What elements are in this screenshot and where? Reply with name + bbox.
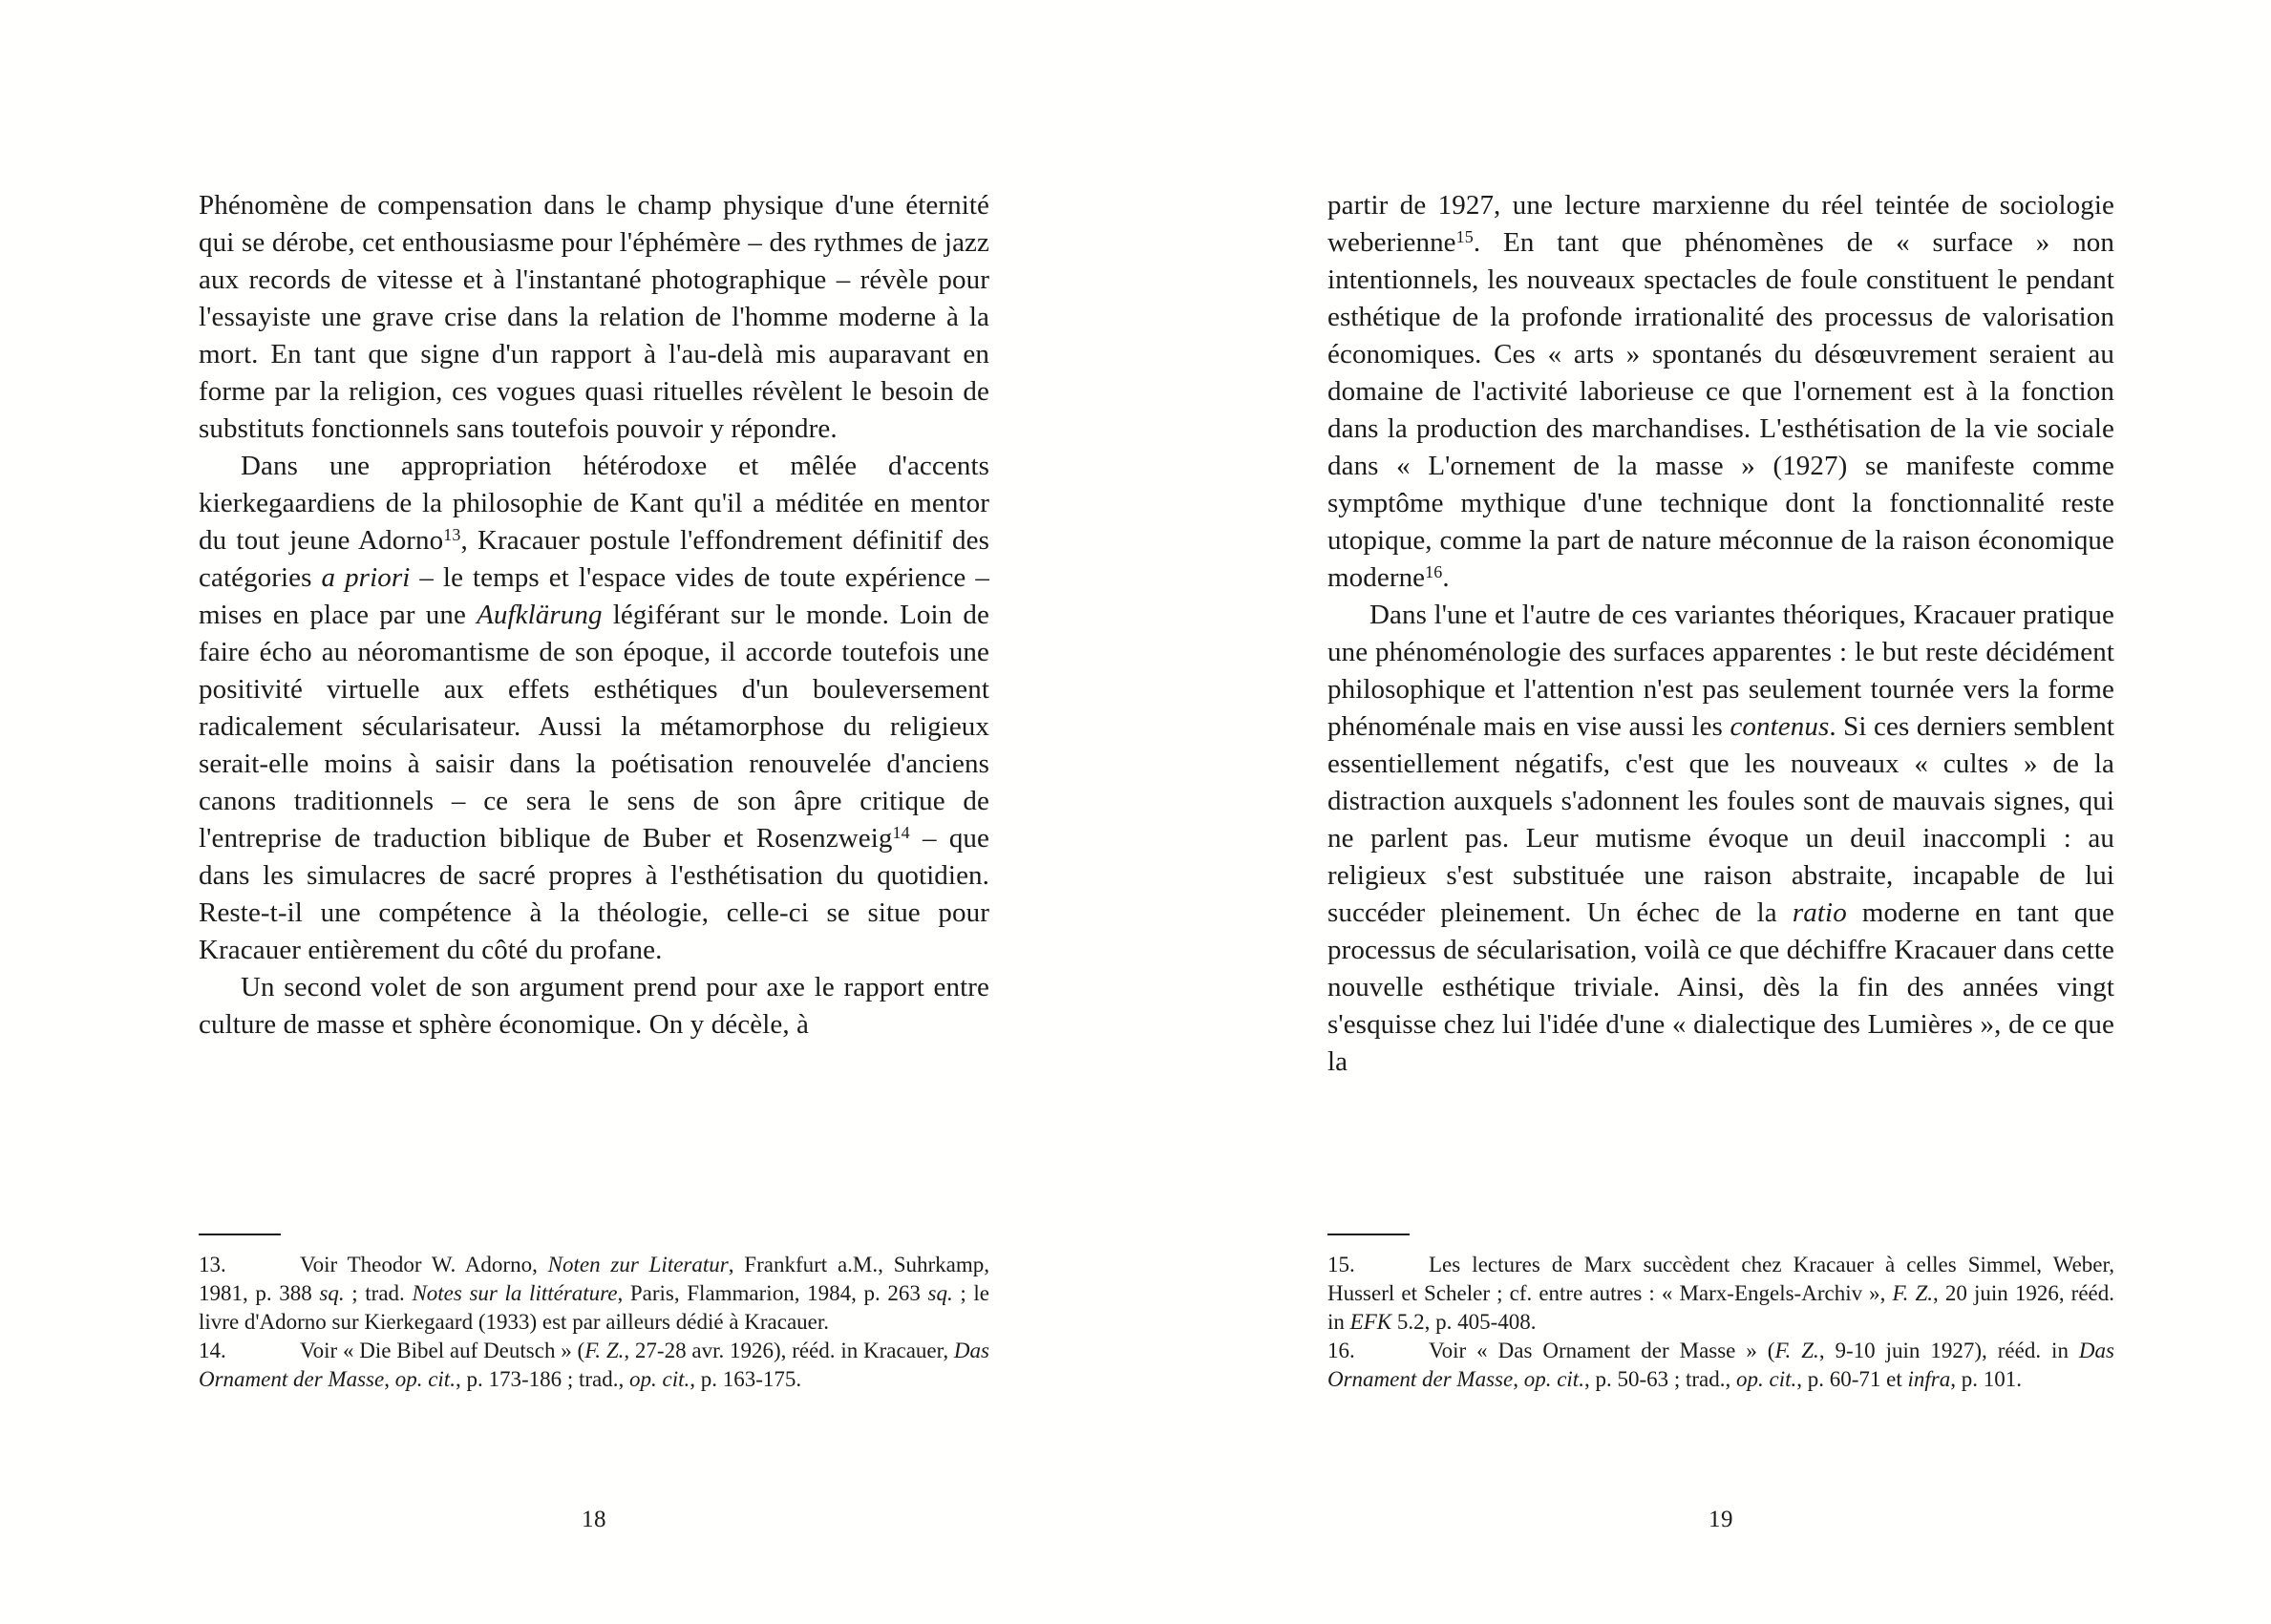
footnote: 13. Voir Theodor W. Adorno, Noten zur Literatur, Frankfurt a.M., Suhrkamp, 1981, p. 388 sq. ; trad. Notes sur la littérature, Paris, Flammarion, 1984, p. 263 sq. ; le livre d'Adorno sur Kierkegaard (1933) est par ailleurs dédié à Kracauer. (199, 1253, 989, 1334)
footnote-reference: 13 (443, 525, 461, 545)
footnote-reference: 15 (1455, 227, 1474, 247)
footnote: 14. Voir « Die Bibel auf Deutsch » (F. Z., 27-28 avr. 1926), rééd. in Kracauer, Das Ornament der Masse, op. cit., p. 173-186 ; trad., op. cit., p. 163-175. (199, 1339, 989, 1391)
paragraph: partir de 1927, une lecture marxienne du réel teintée de sociologie weberienne$^{15}$. En tant que phénomènes de « surface » non intentionnels, les nouveaux spectacles de foule constituent le pendant esthétique de la profonde irrationalité des processus de valorisation économiques. Ces « arts » spontanés du désœuvrement seraient au domaine de l'activité laborieuse ce que l'ornement est à la fonction dans la production des marchandises. L'esthétisation de la vie sociale dans « L'ornement de la masse » (1927) se manifeste comme symptôme mythique d'une technique dont la fonctionnalité reste utopique, comme la part de nature méconnue de la raison économique moderne$^{16}$. (1327, 190, 2114, 593)
page-left-body (199, 187, 989, 1044)
footnote-number: 15. (1327, 1253, 1355, 1276)
page-right-footnote-block (1327, 1234, 2114, 1394)
footnote-separator (1327, 1234, 1410, 1235)
page-right (1327, 0, 2114, 1624)
footnote-reference: 16 (1425, 562, 1443, 582)
footnote-reference: 14 (892, 823, 910, 843)
page-number-right: 19 (1709, 1507, 1733, 1532)
page-right-body (1327, 187, 2114, 1081)
paragraph: Un second volet de son argument prend pour axe le rapport entre culture de masse et sphère économique. On y décèle, à (199, 972, 989, 1040)
footnote: 16. Voir « Das Ornament der Masse » (F. Z., 9-10 juin 1927), rééd. in Das Ornament der Masse, op. cit., p. 50-63 ; trad., op. cit., p. 60-71 et infra, p. 101. (1327, 1339, 2114, 1391)
footnote-number: 14. (199, 1339, 226, 1362)
page-left-footnote-block (199, 1234, 989, 1394)
footnote-number: 16. (1327, 1339, 1355, 1362)
footnote-number: 13. (199, 1253, 226, 1276)
footnote-separator (199, 1234, 281, 1235)
paragraph: Phénomène de compensation dans le champ physique d'une éternité qui se dérobe, cet enthousiasme pour l'éphémère – des rythmes de jazz aux records de vitesse et à l'instantané photographique – révèle pour l'essayiste une grave crise dans la relation de l'homme moderne à la mort. En tant que signe d'un rapport à l'au-delà mis auparavant en forme par la religion, ces vogues quasi rituelles révèlent le besoin de substituts fonctionnels sans toutefois pouvoir y répondre. (199, 190, 989, 444)
page-left (199, 0, 989, 1624)
page-left-footnotes (199, 1251, 989, 1394)
footnote: 15. Les lectures de Marx succèdent chez Kracauer à celles Simmel, Weber, Husserl et Scheler ; cf. entre autres : « Marx-Engels-Archiv », F. Z., 20 juin 1926, rééd. in EFK 5.2, p. 405-408. (1327, 1253, 2115, 1334)
page-number-left: 18 (582, 1507, 606, 1532)
page-right-footnotes (1327, 1251, 2114, 1394)
paragraph: Dans une appropriation hétérodoxe et mêlée d'accents kierkegaardiens de la philosophie de Kant qu'il a méditée en mentor du tout jeune Adorno$^{13}$, Kracauer postule l'effondrement définitif des catégories a priori – le temps et l'espace vides de toute expérience – mises en place par une Aufklärung légiférant sur le monde. Loin de faire écho au néoromantisme de son époque, il accorde toutefois une positivité virtuelle aux effets esthétiques d'un bouleversement radicalement sécularisateur. Aussi la métamorphose du religieux serait-elle moins à saisir dans la poétisation renouvelée d'anciens canons traditionnels – ce sera le sens de son âpre critique de l'entreprise de traduction biblique de Buber et Rosenzweig$^{14}$ – que dans les simulacres de sacré propres à l'esthétisation du quotidien. Reste-t-il une compétence à la théologie, celle-ci se situe pour Kracauer entièrement du côté du profane. (199, 451, 989, 965)
paragraph: Dans l'une et l'autre de ces variantes théoriques, Kracauer pratique une phénoménologie des surfaces apparentes : le but reste décidément philosophique et l'attention n'est pas seulement tournée vers la forme phénoménale mais en vise aussi les contenus. Si ces derniers semblent essentiellement négatifs, c'est que les nouveaux « cultes » de la distraction auxquels s'adonnent les foules sont de mauvais signes, qui ne parlent pas. Leur mutisme évoque un deuil inaccompli : au religieux s'est substituée une raison abstraite, incapable de lui succéder pleinement. Un échec de la ratio moderne en tant que processus de sécularisation, voilà ce que déchiffre Kracauer dans cette nouvelle esthétique triviale. Ainsi, dès la fin des années vingt s'esquisse chez lui l'idée d'une « dialectique des Lumières », de ce que la (1327, 600, 2115, 1077)
